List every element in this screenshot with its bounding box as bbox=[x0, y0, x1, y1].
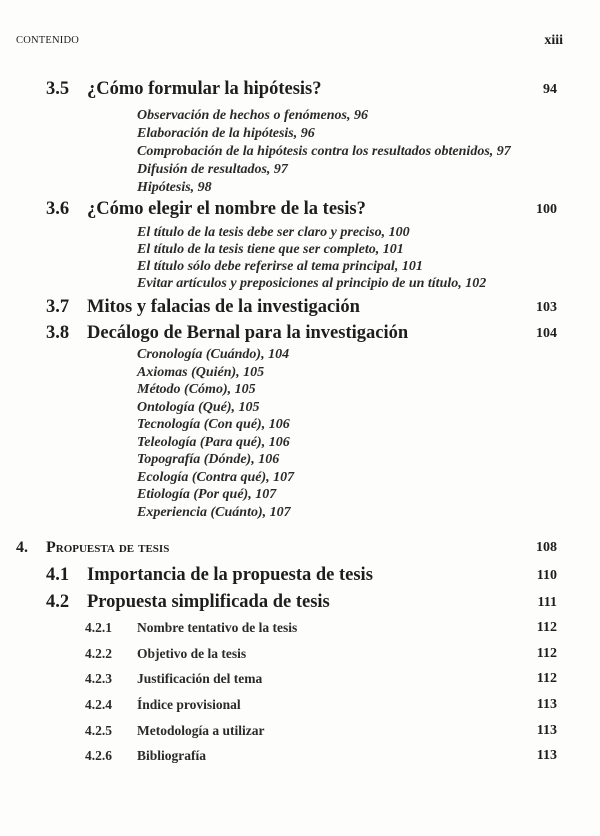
toc-subitem: Etiología (Por qué), 107 bbox=[137, 487, 277, 502]
subsection-number: 4.2.5 bbox=[85, 723, 112, 738]
toc-subitem: Experiencia (Cuánto), 107 bbox=[137, 505, 291, 520]
subsection-page: 112 bbox=[536, 620, 557, 635]
toc-subitem: Tecnología (Con qué), 106 bbox=[137, 417, 290, 432]
subsection-page: 112 bbox=[536, 671, 557, 686]
subsection-number: 4.2.4 bbox=[85, 697, 112, 712]
toc-subitem: Ecología (Contra qué), 107 bbox=[137, 470, 295, 485]
toc-subitem: Método (Cómo), 105 bbox=[137, 382, 256, 397]
chapter-page: 108 bbox=[536, 540, 557, 555]
section-title: ¿Cómo elegir el nombre de la tesis? bbox=[87, 199, 366, 219]
toc-subitem: El título de la tesis tiene que ser completo, 101 bbox=[137, 242, 404, 257]
subsection-number: 4.2.6 bbox=[85, 748, 112, 763]
subsection-title: Metodología a utilizar bbox=[137, 723, 265, 738]
section-title: Importancia de la propuesta de tesis bbox=[87, 565, 373, 585]
section-title: Decálogo de Bernal para la investigación bbox=[87, 323, 409, 343]
section-number: 3.7 bbox=[46, 297, 70, 317]
toc-subitem: Ontología (Qué), 105 bbox=[137, 400, 260, 415]
subsection-number: 4.2.3 bbox=[85, 671, 112, 686]
toc-subitem: El título de la tesis debe ser claro y preciso, 100 bbox=[137, 225, 410, 240]
subsection-page: 112 bbox=[536, 646, 557, 661]
toc-subitem: El título sólo debe referirse al tema principal, 101 bbox=[137, 259, 423, 274]
toc-subitem: Hipótesis, 98 bbox=[137, 180, 212, 195]
subsection-title: Índice provisional bbox=[137, 697, 241, 712]
toc-subitem: Axiomas (Quién), 105 bbox=[137, 365, 265, 380]
section-page: 111 bbox=[537, 595, 557, 610]
subsection-page: 113 bbox=[536, 697, 557, 712]
toc-subitem: Elaboración de la hipótesis, 96 bbox=[137, 126, 315, 141]
subsection-title: Objetivo de la tesis bbox=[137, 646, 247, 661]
section-page: 110 bbox=[536, 568, 557, 583]
toc-subitem: Teleología (Para qué), 106 bbox=[137, 435, 290, 450]
subsection-title: Justificación del tema bbox=[137, 671, 263, 686]
toc-subitem: Comprobación de la hipótesis contra los resultados obtenidos, 97 bbox=[137, 144, 511, 159]
section-number: 4.2 bbox=[46, 592, 70, 612]
section-number: 3.5 bbox=[46, 79, 70, 99]
subsection-title: Bibliografía bbox=[137, 748, 207, 763]
section-page: 104 bbox=[536, 326, 557, 341]
subsection-number: 4.2.2 bbox=[85, 646, 112, 661]
section-page: 103 bbox=[536, 300, 557, 315]
section-number: 3.8 bbox=[46, 323, 70, 343]
running-header-section: CONTENIDO bbox=[16, 35, 80, 46]
section-page: 94 bbox=[543, 82, 557, 97]
toc-subitem: Difusión de resultados, 97 bbox=[137, 162, 288, 177]
section-title: Propuesta simplificada de tesis bbox=[87, 592, 330, 612]
subsection-page: 113 bbox=[536, 723, 557, 738]
section-number: 4.1 bbox=[46, 565, 70, 585]
subsection-page: 113 bbox=[536, 748, 557, 763]
chapter-number: 4. bbox=[16, 539, 28, 556]
toc-subitem: Evitar artículos y preposiciones al principio de un título, 102 bbox=[137, 276, 487, 291]
section-title: Mitos y falacias de la investigación bbox=[87, 297, 360, 317]
subsection-title: Nombre tentativo de la tesis bbox=[137, 620, 298, 635]
toc-subitem: Cronología (Cuándo), 104 bbox=[137, 347, 290, 362]
section-number: 3.6 bbox=[46, 199, 70, 219]
running-header-page-number: xiii bbox=[544, 33, 563, 48]
section-title: ¿Cómo formular la hipótesis? bbox=[87, 79, 322, 99]
section-page: 100 bbox=[536, 202, 557, 217]
chapter-title: Propuesta de tesis bbox=[46, 539, 170, 556]
subsection-number: 4.2.1 bbox=[85, 620, 112, 635]
toc-subitem: Topografía (Dónde), 106 bbox=[137, 452, 280, 467]
toc-subitem: Observación de hechos o fenómenos, 96 bbox=[137, 108, 368, 123]
